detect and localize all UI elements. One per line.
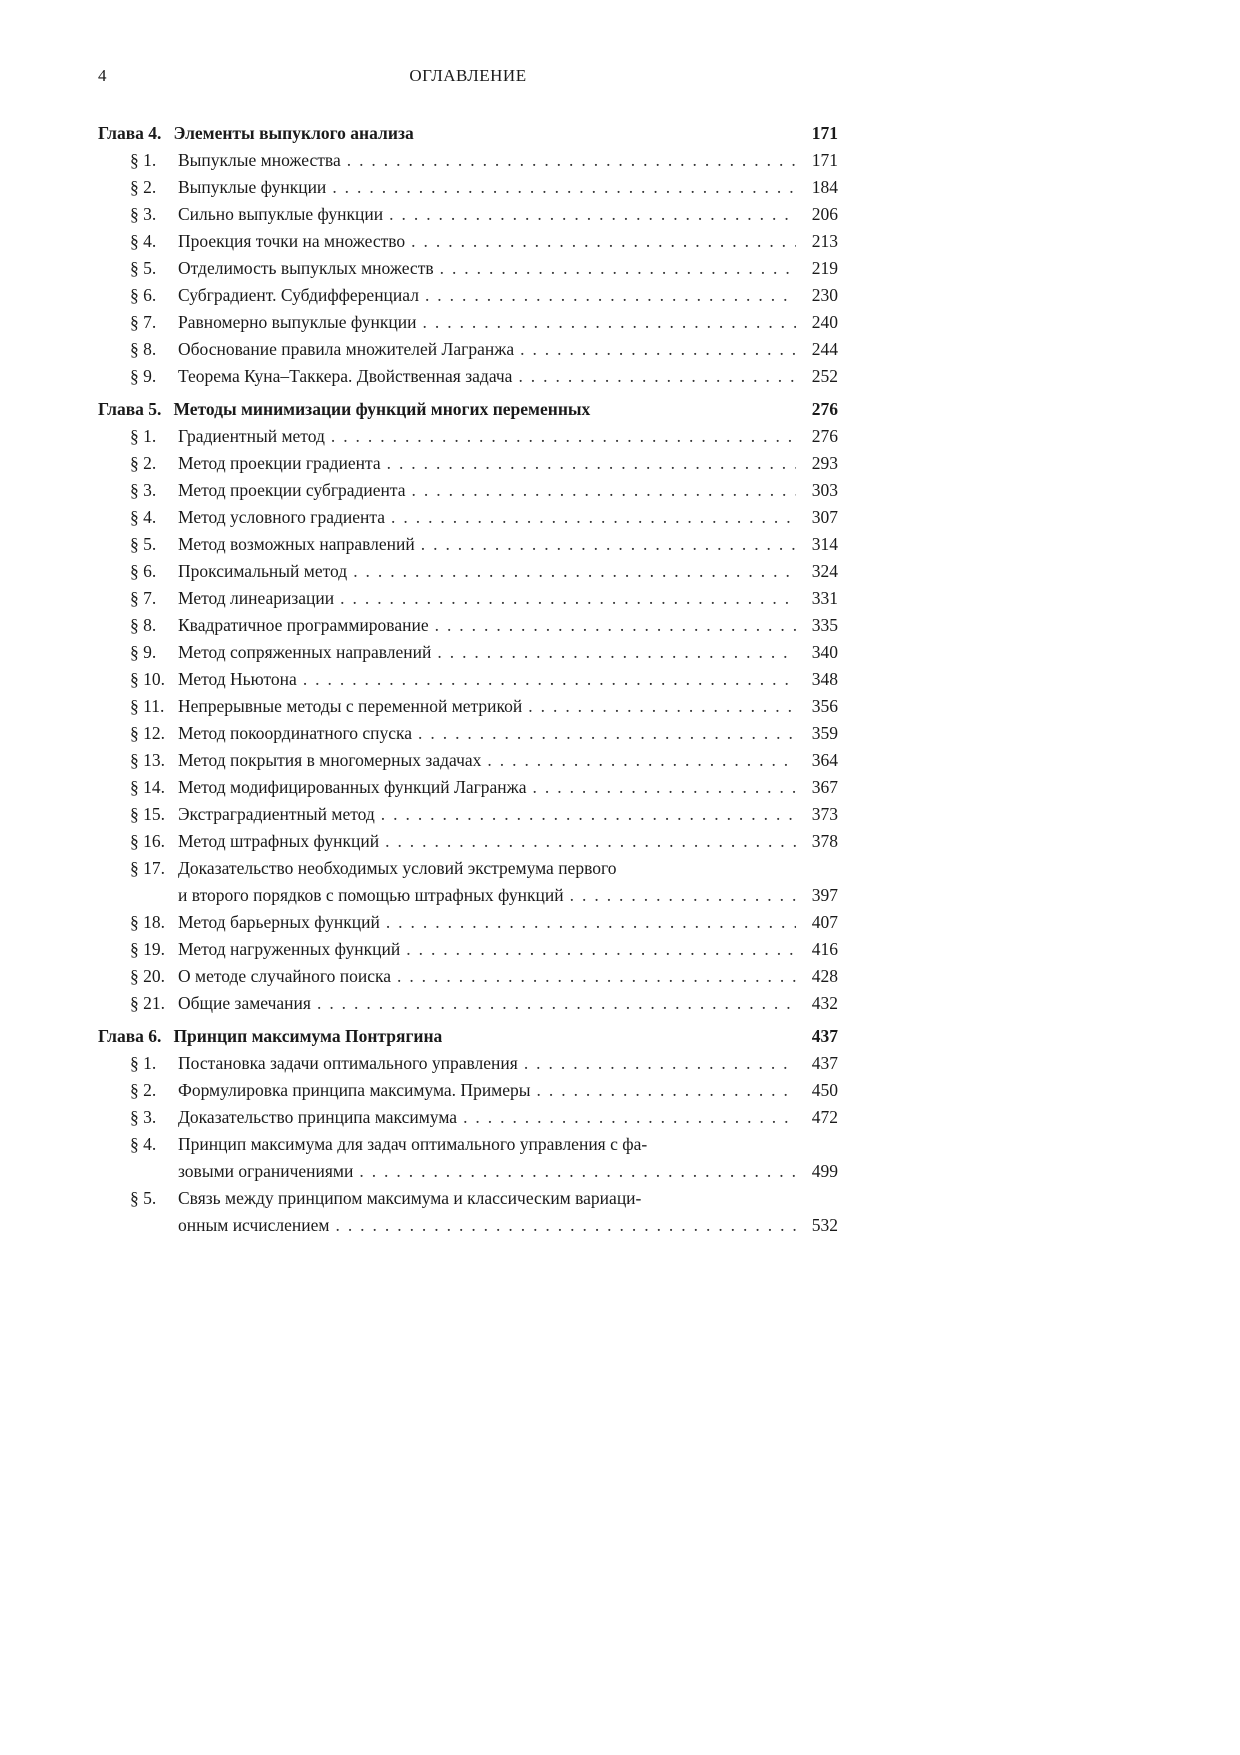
leader-dots xyxy=(326,174,796,201)
leader-dots xyxy=(481,747,796,774)
toc-entry-page: 340 xyxy=(811,642,838,662)
toc-entry-page: 213 xyxy=(811,231,838,251)
chapter-title: Методы минимизации функций многих переменных xyxy=(173,399,591,419)
toc-entry-title: Связь между принципом максимума и классическим вариаци- xyxy=(178,1188,642,1208)
toc-entry-title: Обоснование правила множителей Лагранжа xyxy=(178,339,515,359)
section-number: § 19. xyxy=(130,939,165,959)
leader-dots xyxy=(311,990,796,1017)
toc-entry-title: Метод барьерных функций xyxy=(178,912,380,932)
chapter-label: Глава 4. xyxy=(98,123,162,143)
toc-entry-page: 240 xyxy=(811,312,838,332)
toc-entry[interactable] xyxy=(98,147,838,174)
toc-entry-page: 397 xyxy=(811,885,838,905)
toc-entry-title: Проксимальный метод xyxy=(178,561,348,581)
toc-entry-title: Градиентный метод xyxy=(178,426,325,446)
toc-entry[interactable] xyxy=(98,747,838,774)
toc-entry-title: Метод покоординатного спуска xyxy=(178,723,413,743)
toc-entry-page: 407 xyxy=(811,912,838,932)
leader-dots xyxy=(431,639,796,666)
section-number: § 2. xyxy=(130,1080,157,1100)
toc-entry[interactable] xyxy=(98,255,838,282)
toc-entry-page: 437 xyxy=(811,1053,838,1073)
leader-dots xyxy=(380,909,796,936)
leader-dots xyxy=(434,255,796,282)
toc-entry-title: Выпуклые функции xyxy=(178,177,327,197)
chapter-title: Принцип максимума Понтрягина xyxy=(173,1026,443,1046)
toc-entry[interactable] xyxy=(98,801,838,828)
toc-entry-title: О методе случайного поиска xyxy=(178,966,391,986)
toc-entry-page: 171 xyxy=(811,150,838,170)
toc-entry-title-cont: зовыми ограничениями xyxy=(178,1161,354,1181)
section-number: § 13. xyxy=(130,750,165,770)
chapter-heading[interactable] xyxy=(98,396,838,423)
section-number: § 5. xyxy=(130,534,157,554)
section-number: § 21. xyxy=(130,993,165,1013)
section-number: § 8. xyxy=(130,615,157,635)
toc-entry-title: Общие замечания xyxy=(178,993,311,1013)
section-number: § 3. xyxy=(130,480,157,500)
toc-entry-page: 356 xyxy=(811,696,838,716)
section-number: § 6. xyxy=(130,285,157,305)
toc-entry-title: Постановка задачи оптимального управления xyxy=(178,1053,518,1073)
toc-entry[interactable] xyxy=(98,693,838,720)
toc-entry-page: 373 xyxy=(811,804,838,824)
toc-entry[interactable] xyxy=(98,201,838,228)
toc-entry-page: 219 xyxy=(811,258,838,278)
leader-dots xyxy=(415,531,796,558)
leader-dots xyxy=(325,423,796,450)
leader-dots xyxy=(334,585,796,612)
toc-entry-page: 276 xyxy=(811,426,838,446)
toc-entry[interactable] xyxy=(98,228,838,255)
toc-entry[interactable] xyxy=(98,774,838,801)
section-number: § 18. xyxy=(130,912,165,932)
chapter-page: 171 xyxy=(811,123,838,143)
toc-entry-page: 244 xyxy=(811,339,838,359)
table-of-contents xyxy=(98,120,838,1239)
toc-entry-page: 432 xyxy=(811,993,838,1013)
section-number: § 8. xyxy=(130,339,157,359)
section-number: § 16. xyxy=(130,831,165,851)
toc-entry-title: Метод нагруженных функций xyxy=(178,939,401,959)
section-number: § 3. xyxy=(130,1107,157,1127)
toc-entry[interactable] xyxy=(98,639,838,666)
toc-entry-title: Равномерно выпуклые функции xyxy=(178,312,417,332)
toc-entry-page: 472 xyxy=(811,1107,838,1127)
toc-entry-title: Непрерывные методы с переменной метрикой xyxy=(178,696,523,716)
toc-entry-page: 359 xyxy=(811,723,838,743)
toc-entry[interactable] xyxy=(98,1050,838,1077)
page-number: 4 xyxy=(98,66,107,85)
toc-entry[interactable] xyxy=(98,828,838,855)
toc-entry[interactable] xyxy=(98,336,838,363)
toc-entry-title: Метод Ньютона xyxy=(178,669,297,689)
toc-entry-title: Доказательство необходимых условий экстремума первого xyxy=(178,858,617,878)
leader-dots xyxy=(406,477,796,504)
toc-entry-page: 378 xyxy=(811,831,838,851)
toc-entry-title: Метод проекции субградиента xyxy=(178,480,406,500)
toc-entry[interactable] xyxy=(98,450,838,477)
leader-dots xyxy=(347,558,796,585)
section-number: § 9. xyxy=(130,642,157,662)
toc-entry-title: Метод условного градиента xyxy=(178,507,386,527)
leader-dots xyxy=(429,612,796,639)
toc-entry[interactable] xyxy=(98,174,838,201)
toc-entry-page: 331 xyxy=(811,588,838,608)
section-number: § 1. xyxy=(130,426,157,446)
toc-entry[interactable] xyxy=(98,585,838,612)
toc-entry[interactable] xyxy=(98,963,838,990)
leader-dots xyxy=(457,1104,796,1131)
toc-entry-title: Выпуклые множества xyxy=(178,150,341,170)
toc-entry-page: 303 xyxy=(811,480,838,500)
leader-dots xyxy=(419,282,796,309)
toc-entry[interactable] xyxy=(98,1131,838,1185)
toc-entry-page: 335 xyxy=(811,615,838,635)
toc-entry[interactable] xyxy=(98,720,838,747)
toc-entry-page: 184 xyxy=(811,177,838,197)
chapter-heading[interactable] xyxy=(98,1023,838,1050)
section-number: § 15. xyxy=(130,804,165,824)
leader-dots xyxy=(353,1158,796,1185)
toc-entry[interactable] xyxy=(98,363,838,390)
chapter-label: Глава 5. xyxy=(98,399,162,419)
toc-entry[interactable] xyxy=(98,612,838,639)
leader-dots xyxy=(518,1050,796,1077)
toc-entry[interactable] xyxy=(98,990,838,1017)
leader-dots xyxy=(531,1077,796,1104)
toc-entry-title: Метод покрытия в многомерных задачах xyxy=(178,750,482,770)
toc-entry-page: 293 xyxy=(811,453,838,473)
section-number: § 2. xyxy=(130,453,157,473)
toc-entry[interactable] xyxy=(98,936,838,963)
chapter-title: Элементы выпуклого анализа xyxy=(173,123,414,143)
section-number: § 3. xyxy=(130,204,157,224)
leader-dots xyxy=(329,1212,796,1239)
leader-dots xyxy=(383,201,796,228)
toc-entry-title: Метод штрафных функций xyxy=(178,831,380,851)
toc-entry-page: 252 xyxy=(811,366,838,386)
section-number: § 17. xyxy=(130,858,165,878)
toc-entry-title: Доказательство принципа максимума xyxy=(178,1107,458,1127)
section-number: § 4. xyxy=(130,507,157,527)
section-number: § 6. xyxy=(130,561,157,581)
running-title: ОГЛАВЛЕНИЕ xyxy=(409,66,527,85)
section-number: § 20. xyxy=(130,966,165,986)
section-number: § 4. xyxy=(130,1134,157,1154)
toc-entry-page: 314 xyxy=(811,534,838,554)
section-number: § 1. xyxy=(130,150,157,170)
toc-entry-page: 499 xyxy=(811,1161,838,1181)
leader-dots xyxy=(297,666,796,693)
toc-entry-title: Сильно выпуклые функции xyxy=(178,204,384,224)
toc-entry[interactable] xyxy=(98,1104,838,1131)
section-number: § 2. xyxy=(130,177,157,197)
leader-dots xyxy=(391,963,796,990)
section-number: § 14. xyxy=(130,777,165,797)
leader-dots xyxy=(417,309,796,336)
toc-entry-page: 206 xyxy=(811,204,838,224)
section-number: § 4. xyxy=(130,231,157,251)
section-number: § 7. xyxy=(130,312,157,332)
leader-dots xyxy=(379,828,796,855)
leader-dots xyxy=(527,774,796,801)
chapter-heading[interactable] xyxy=(98,120,838,147)
toc-entry-page: 324 xyxy=(811,561,838,581)
toc-entry-title: Метод проекции градиента xyxy=(178,453,381,473)
toc-entry[interactable] xyxy=(98,423,838,450)
toc-entry-title: Проекция точки на множество xyxy=(178,231,406,251)
section-number: § 9. xyxy=(130,366,157,386)
leader-dots xyxy=(375,801,796,828)
leader-dots xyxy=(381,450,796,477)
leader-dots xyxy=(341,147,796,174)
toc-entry-title: Теорема Куна–Таккера. Двойственная задача xyxy=(178,366,513,386)
chapter-label: Глава 6. xyxy=(98,1026,162,1046)
toc-entry-title-cont: онным исчислением xyxy=(178,1215,330,1235)
toc-entry-title: Квадратичное программирование xyxy=(178,615,429,635)
toc-entry-title: Субградиент. Субдифференциал xyxy=(178,285,419,305)
toc-entry-page: 416 xyxy=(811,939,838,959)
leader-dots xyxy=(400,936,796,963)
toc-entry-title: Экстраградиентный метод xyxy=(178,804,375,824)
toc-entry-page: 450 xyxy=(811,1080,838,1100)
toc-entry[interactable] xyxy=(98,855,838,909)
toc-entry-title: Формулировка принципа максимума. Примеры xyxy=(178,1080,531,1100)
leader-dots xyxy=(412,720,796,747)
toc-entry[interactable] xyxy=(98,477,838,504)
section-number: § 12. xyxy=(130,723,165,743)
section-number: § 7. xyxy=(130,588,157,608)
leader-dots xyxy=(385,504,796,531)
toc-entry[interactable] xyxy=(98,666,838,693)
toc-entry-page: 364 xyxy=(811,750,838,770)
section-number: § 1. xyxy=(130,1053,157,1073)
section-number: § 10. xyxy=(130,669,165,689)
toc-entry[interactable] xyxy=(98,309,838,336)
toc-entry-title-cont: и второго порядков с помощью штрафных функций xyxy=(178,885,564,905)
toc-entry-title: Принцип максимума для задач оптимального управления с фа- xyxy=(178,1134,648,1154)
toc-entry-title: Метод линеаризации xyxy=(178,588,335,608)
toc-entry-title: Метод сопряженных направлений xyxy=(178,642,432,662)
toc-entry[interactable] xyxy=(98,282,838,309)
toc-entry[interactable] xyxy=(98,1185,838,1239)
toc-entry-page: 307 xyxy=(811,507,838,527)
chapter-page: 276 xyxy=(811,399,838,419)
leader-dots xyxy=(522,693,796,720)
chapter-page: 437 xyxy=(811,1026,838,1046)
leader-dots xyxy=(514,336,796,363)
section-number: § 5. xyxy=(130,258,157,278)
toc-entry-title: Метод модифицированных функций Лагранжа xyxy=(178,777,527,797)
toc-entry-title: Отделимость выпуклых множеств xyxy=(178,258,434,278)
toc-entry-page: 348 xyxy=(811,669,838,689)
toc-entry-title: Метод возможных направлений xyxy=(178,534,415,554)
toc-entry[interactable] xyxy=(98,558,838,585)
toc-entry-page: 532 xyxy=(811,1215,838,1235)
leader-dots xyxy=(564,882,796,909)
toc-entry-page: 367 xyxy=(811,777,838,797)
leader-dots xyxy=(512,363,796,390)
section-number: § 5. xyxy=(130,1188,157,1208)
section-number: § 11. xyxy=(130,696,165,716)
toc-entry[interactable] xyxy=(98,504,838,531)
toc-entry-page: 230 xyxy=(811,285,838,305)
leader-dots xyxy=(405,228,796,255)
toc-entry[interactable] xyxy=(98,909,838,936)
toc-entry[interactable] xyxy=(98,1077,838,1104)
toc-entry[interactable] xyxy=(98,531,838,558)
toc-entry-page: 428 xyxy=(811,966,838,986)
page-header xyxy=(98,66,838,90)
